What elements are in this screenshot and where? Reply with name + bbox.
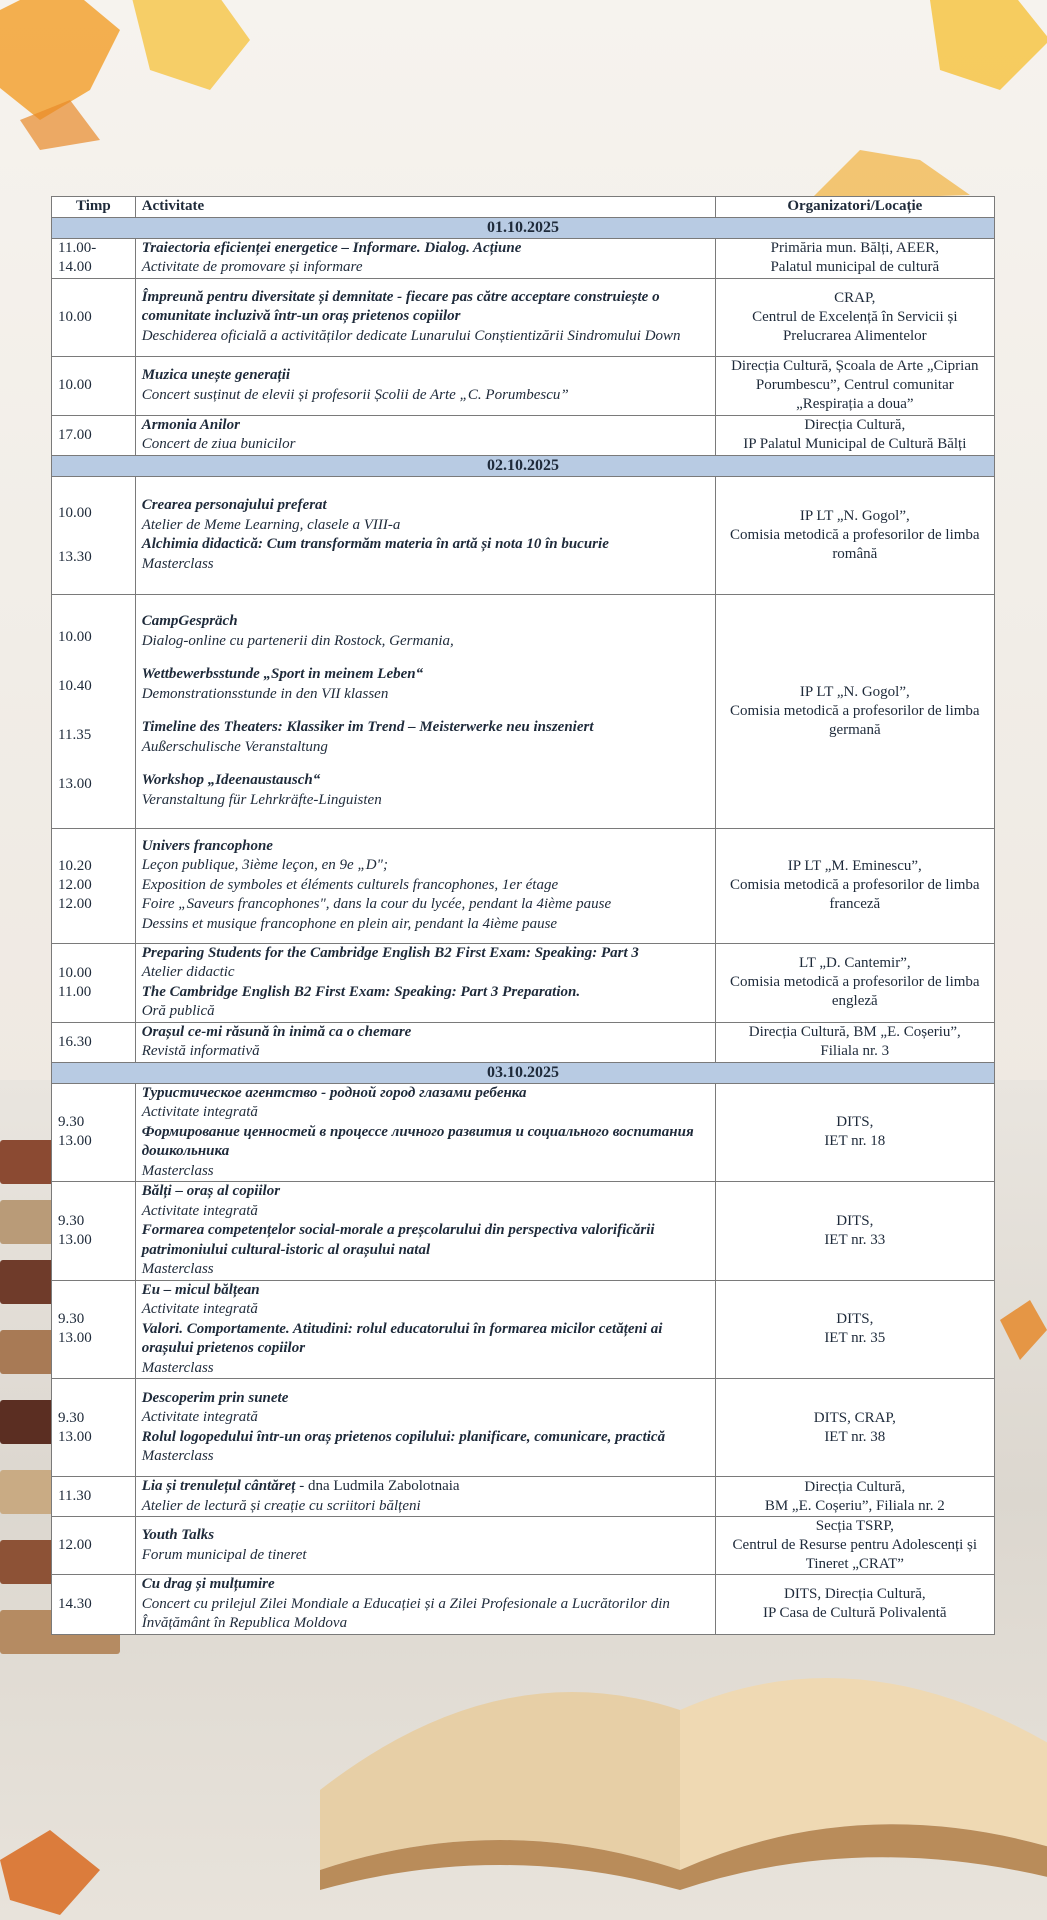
time-cell	[52, 1575, 136, 1635]
organizer-cell	[715, 1022, 994, 1062]
activity-title-text: Cu drag și mulțumire	[141, 1576, 275, 1592]
time-cell	[52, 278, 136, 356]
activity-cell	[135, 1575, 715, 1635]
activity-title-text: Alchimia didactică: Cum transformăm materia în artă și nota 10 în bucurie	[141, 536, 609, 552]
organizer-line: Primăria mun. Bălți, AEER,	[770, 240, 939, 256]
activity-cell	[135, 1083, 715, 1182]
activity-subtitle: Activitate integrată	[141, 1202, 258, 1219]
activity-subtitle: Masterclass	[141, 1448, 214, 1464]
organizer-line: Comisia metodică a profesorilor de limba franceză	[730, 877, 980, 912]
activity-subtitle: Demonstrationsstunde in den VII klassen	[141, 685, 389, 702]
organizer-cell	[715, 943, 994, 1022]
activity-title-text: CampGespräch	[141, 613, 238, 629]
table-row	[52, 1083, 995, 1182]
activity-title	[142, 612, 709, 632]
time-value: 11.00-	[58, 240, 97, 256]
organizer-cell	[715, 278, 994, 356]
organizer-line: Comisia metodică a profesorilor de limba română	[730, 526, 980, 562]
organizer-cell	[715, 1517, 994, 1575]
table-row	[52, 1575, 995, 1635]
table-row	[52, 1477, 995, 1517]
activity-title-text: Youth Talks	[141, 1527, 215, 1543]
time-value: 10.00	[58, 629, 92, 645]
activity-subtitle: Masterclass	[141, 1359, 214, 1376]
time-value: 13.30	[58, 548, 92, 565]
time-value: 16.30	[58, 1033, 92, 1050]
table-row	[52, 278, 995, 356]
time-value: 12.00	[58, 896, 92, 912]
activity-subtitle: Concert susținut de elevii și profesorii Școlii de Arte „C. Porumbescu”	[141, 386, 569, 403]
time-cell	[52, 1083, 136, 1182]
organizer-line: Direcția Cultură,	[804, 417, 906, 433]
organizer-line: Direcția Cultură, Școala de Arte „Ciprian Porumbescu”, Centrul comunitar „Respirația a doua”	[731, 358, 979, 412]
time-value: 14.00	[58, 259, 92, 275]
activity-subtitle: Oră publică	[141, 1003, 215, 1019]
time-value: 10.00	[58, 308, 92, 325]
time-value: 10.00	[58, 377, 92, 393]
table-row	[52, 828, 995, 943]
activity-title	[142, 288, 709, 327]
activity-subtitle: Atelier de Meme Learning, clasele a VIII-a	[141, 516, 401, 533]
time-value: 13.00	[58, 776, 92, 792]
time-value: 11.35	[58, 727, 92, 743]
date-cell: 01.10.2025	[52, 217, 995, 238]
organizer-line: IET nr. 35	[824, 1330, 886, 1347]
header-activity: Activitate	[135, 197, 715, 218]
time-cell	[52, 1280, 136, 1379]
table-row	[52, 1022, 995, 1062]
activity-title-text: Формирование ценностей в процессе личного развития и социального воспитания дошкольника	[141, 1123, 694, 1159]
activity-title-text: Bălți – oraș al copiilor	[141, 1183, 281, 1199]
time-cell	[52, 594, 136, 828]
date-cell: 03.10.2025	[52, 1062, 995, 1083]
header-organizers: Organizatori/Locație	[715, 197, 994, 218]
organizer-line: Palatul municipal de cultură	[770, 259, 940, 275]
organizer-line: IP LT „N. Gogol”,	[799, 507, 910, 524]
organizer-line: IP Palatul Municipal de Cultură Bălți	[743, 436, 967, 452]
organizer-line: IET nr. 33	[824, 1231, 886, 1248]
table-row	[52, 594, 995, 828]
activity-title	[142, 1023, 709, 1043]
activity-subtitle: Leçon publique, 3ième leçon, en 9e „D";	[141, 857, 388, 874]
autumn-leaf-right-lower	[990, 1300, 1047, 1370]
activity-subtitle: Masterclass	[141, 1162, 214, 1179]
time-value: 9.30	[58, 1409, 85, 1426]
activity-subtitle: Außerschulische Veranstaltung	[141, 738, 328, 755]
activity-title	[142, 771, 709, 791]
activity-title-text: Muzica unește generații	[141, 367, 291, 383]
time-value: 12.00	[58, 877, 92, 893]
time-value: 9.30	[58, 1311, 85, 1328]
organizer-cell	[715, 828, 994, 943]
activity-title	[142, 1084, 709, 1104]
activity-subtitle: Activitate de promovare și informare	[141, 259, 363, 275]
organizer-line: DITS, CRAP,	[813, 1409, 896, 1426]
activity-title-text: Descoperim prin sunete	[141, 1389, 289, 1406]
activity-title	[142, 1526, 709, 1546]
open-book-illustration	[300, 1590, 1047, 1890]
time-value: 10.00	[58, 964, 92, 981]
activity-title-text: Туристическое агентство - родной город глазами ребенка	[141, 1084, 527, 1101]
activity-title-text: Lia și trenulețul cântăreț	[141, 1478, 296, 1494]
activity-cell	[135, 594, 715, 828]
activity-title-text: Crearea personajului preferat	[141, 497, 327, 513]
table-row	[52, 238, 995, 278]
activity-title	[142, 1428, 709, 1448]
organizer-line: DITS,	[836, 1212, 874, 1229]
date-row	[52, 455, 995, 476]
activity-title-text: Orașul ce-mi răsună în inimă ca o chemare	[141, 1023, 412, 1040]
date-row	[52, 217, 995, 238]
organizer-line: Centrul de Resurse pentru Adolescenți și Tineret „CRAT”	[732, 1537, 978, 1572]
time-value: 13.00	[58, 1133, 92, 1150]
organizer-line: IET nr. 38	[824, 1428, 886, 1445]
activity-cell	[135, 1182, 715, 1281]
table-row	[52, 1379, 995, 1477]
organizer-line: DITS,	[836, 1114, 874, 1131]
activity-cell	[135, 943, 715, 1022]
activity-title	[142, 1477, 709, 1497]
activity-subtitle: Revistă informativă	[141, 1043, 260, 1059]
activity-subtitle: Masterclass	[141, 555, 214, 572]
time-value: 13.00	[58, 1330, 92, 1347]
activity-cell	[135, 1280, 715, 1379]
organizer-cell	[715, 1083, 994, 1182]
organizer-line: Direcția Cultură,	[804, 1478, 906, 1495]
item-spacer	[142, 704, 709, 718]
organizer-cell	[715, 415, 994, 455]
organizer-cell	[715, 476, 994, 594]
activity-subtitle: Masterclass	[141, 1261, 214, 1277]
activity-title	[142, 496, 709, 516]
activity-title	[142, 239, 709, 259]
activity-subtitle: Activitate integrată	[141, 1301, 258, 1317]
activity-cell	[135, 828, 715, 943]
organizer-line: Secția TSRP,	[815, 1518, 894, 1534]
autumn-leaf-bottom-left	[0, 1820, 120, 1920]
organizer-line: BM „E. Coșeriu”, Filiala nr. 2	[764, 1497, 945, 1514]
activity-title	[142, 1123, 709, 1162]
activity-cell	[135, 238, 715, 278]
organizer-line: CRAP,	[834, 289, 876, 306]
organizer-line: IET nr. 18	[824, 1133, 886, 1150]
activity-title-text: Workshop „Ideenaustausch“	[141, 772, 321, 788]
time-value: 11.30	[58, 1488, 92, 1504]
time-value: 10.00	[58, 504, 92, 521]
activity-title-text: Univers francophone	[141, 837, 273, 854]
organizer-cell	[715, 238, 994, 278]
activity-title	[142, 416, 709, 436]
activity-cell	[135, 278, 715, 356]
activity-cell	[135, 415, 715, 455]
activity-subtitle: Concert cu prilejul Zilei Mondiale a Educației și a Zilei Profesionale a Lucrătorilor din Învățământ în Republica Moldova	[141, 1595, 670, 1631]
activity-title-text: Preparing Students for the Cambridge English B2 First Exam: Speaking: Part 3	[141, 944, 639, 961]
schedule-table	[51, 196, 995, 1635]
table-header-row	[52, 197, 995, 218]
item-spacer	[142, 757, 709, 771]
time-value: 17.00	[58, 426, 92, 443]
activity-cell	[135, 356, 715, 415]
time-value: 11.00	[58, 983, 92, 1000]
activity-title-text: Armonia Anilor	[141, 416, 240, 433]
activity-cell	[135, 1022, 715, 1062]
organizer-line: LT „D. Cantemir”,	[798, 955, 911, 971]
time-value: 9.30	[58, 1114, 85, 1131]
activity-subtitle: Activitate integrată	[141, 1104, 258, 1120]
activity-subtitle: Dessins et musique francophone en plein air, pendant la 4ième pause	[141, 915, 558, 932]
activity-title	[142, 1389, 709, 1409]
time-value: 14.30	[58, 1595, 92, 1612]
activity-title	[142, 718, 709, 738]
activity-subtitle: Foire „Saveurs francophones", dans la cour du lycée, pendant la 4ième pause	[141, 896, 612, 913]
organizer-line: Filiala nr. 3	[820, 1043, 890, 1059]
organizer-line: IP LT „M. Eminescu”,	[787, 858, 922, 874]
activity-cell	[135, 1477, 715, 1517]
organizer-cell	[715, 356, 994, 415]
activity-title	[142, 366, 709, 386]
table-row	[52, 1280, 995, 1379]
autumn-leaves-top-left	[0, 0, 280, 150]
organizer-cell	[715, 1379, 994, 1477]
time-value: 13.00	[58, 1428, 92, 1445]
table-row	[52, 356, 995, 415]
activity-title-text: Împreună pentru diversitate și demnitate - fiecare pas către acceptare construiește o comunitate incluzivă într-un oraș prietenos copiilor	[141, 288, 660, 325]
activity-title	[142, 1221, 709, 1260]
activity-title	[142, 665, 709, 685]
activity-title-text: Eu – micul bălțean	[141, 1281, 260, 1298]
time-value: 13.00	[58, 1231, 92, 1248]
time-value: 10.40	[58, 678, 92, 694]
table-row	[52, 476, 995, 594]
activity-title-text: Traiectoria eficienței energetice – Informare. Dialog. Acțiune	[141, 239, 522, 256]
autumn-leaf-top-right	[900, 0, 1047, 100]
organizer-line: Comisia metodică a profesorilor de limba germană	[730, 702, 980, 738]
time-value: 12.00	[58, 1537, 92, 1553]
date-row	[52, 1062, 995, 1083]
activity-title-text: Timeline des Theaters: Klassiker im Trend – Meisterwerke neu inszeniert	[141, 719, 594, 735]
schedule-body	[52, 217, 995, 1634]
activity-title-text: Wettbewerbsstunde „Sport in meinem Leben“	[141, 666, 424, 682]
time-cell	[52, 1182, 136, 1281]
organizer-line: Centrul de Excelență în Servicii și Prelucrarea Alimentelor	[752, 308, 958, 344]
time-cell	[52, 238, 136, 278]
organizer-cell	[715, 594, 994, 828]
time-cell	[52, 356, 136, 415]
organizer-cell	[715, 1477, 994, 1517]
organizer-line: DITS, Direcția Cultură,	[783, 1586, 926, 1603]
activity-title-text: Formarea competențelor social-morale a preșcolarului din perspectiva valorificării patrimoniului cultural-istoric al orașului natal	[141, 1222, 655, 1258]
activity-cell	[135, 1379, 715, 1477]
organizer-line: Direcția Cultură, BM „E. Coșeriu”,	[748, 1024, 961, 1040]
time-cell	[52, 1379, 136, 1477]
activity-title	[142, 1182, 709, 1202]
activity-cell	[135, 476, 715, 594]
time-cell	[52, 476, 136, 594]
table-row	[52, 943, 995, 1022]
time-value: 10.20	[58, 858, 92, 874]
activity-cell	[135, 1517, 715, 1575]
time-cell	[52, 943, 136, 1022]
activity-subtitle: Dialog-online cu partenerii din Rostock, Germania,	[141, 632, 454, 649]
organizer-line: DITS,	[836, 1311, 874, 1328]
activity-title-text: The Cambridge English B2 First Exam: Speaking: Part 3 Preparation.	[141, 983, 581, 1000]
activity-subtitle: Forum municipal de tineret	[141, 1546, 307, 1563]
time-cell	[52, 828, 136, 943]
activity-subtitle: Atelier didactic	[141, 964, 235, 980]
activity-subtitle: Atelier de lectură și creație cu scriitori bălțeni	[141, 1497, 421, 1514]
activity-subtitle: Activitate integrată	[141, 1409, 258, 1425]
time-cell	[52, 1517, 136, 1575]
organizer-cell	[715, 1182, 994, 1281]
activity-title	[142, 1281, 709, 1301]
activity-title	[142, 837, 709, 857]
activity-subtitle: Veranstaltung für Lehrkräfte-Linguisten	[141, 791, 382, 808]
table-row	[52, 1517, 995, 1575]
date-cell: 02.10.2025	[52, 455, 995, 476]
activity-title-text: Rolul logopedului într-un oraș prietenos copilului: planificare, comunicare, practică	[141, 1428, 666, 1445]
organizer-line: IP Casa de Cultură Polivalentă	[763, 1605, 947, 1622]
activity-subtitle: Concert de ziua bunicilor	[141, 436, 296, 452]
table-row	[52, 415, 995, 455]
activity-title-suffix: - dna Ludmila Zabolotnaia	[295, 1478, 460, 1494]
organizer-cell	[715, 1280, 994, 1379]
header-time: Timp	[52, 197, 136, 218]
activity-title	[142, 1575, 709, 1595]
time-value: 9.30	[58, 1212, 85, 1229]
activity-title-text: Valori. Comportamente. Atitudini: rolul educatorului în formarea micilor cetățeni ai orașului prietenos copiilor	[141, 1320, 663, 1356]
time-cell	[52, 1477, 136, 1517]
activity-subtitle: Deschiderea oficială a activităților dedicate Lunarului Conștientizării Sindromului Down	[141, 327, 681, 344]
activity-title	[142, 1320, 709, 1359]
time-cell	[52, 415, 136, 455]
organizer-line: IP LT „N. Gogol”,	[799, 683, 910, 700]
organizer-cell	[715, 1575, 994, 1635]
organizer-line: Comisia metodică a profesorilor de limba engleză	[730, 974, 980, 1009]
time-cell	[52, 1022, 136, 1062]
activity-title	[142, 535, 709, 555]
schedule-table-sheet	[51, 196, 995, 1635]
table-row	[52, 1182, 995, 1281]
activity-subtitle: Exposition de symboles et éléments culturels francophones, 1er étage	[141, 876, 559, 893]
activity-title	[142, 944, 709, 964]
activity-title	[142, 983, 709, 1003]
item-spacer	[142, 651, 709, 665]
